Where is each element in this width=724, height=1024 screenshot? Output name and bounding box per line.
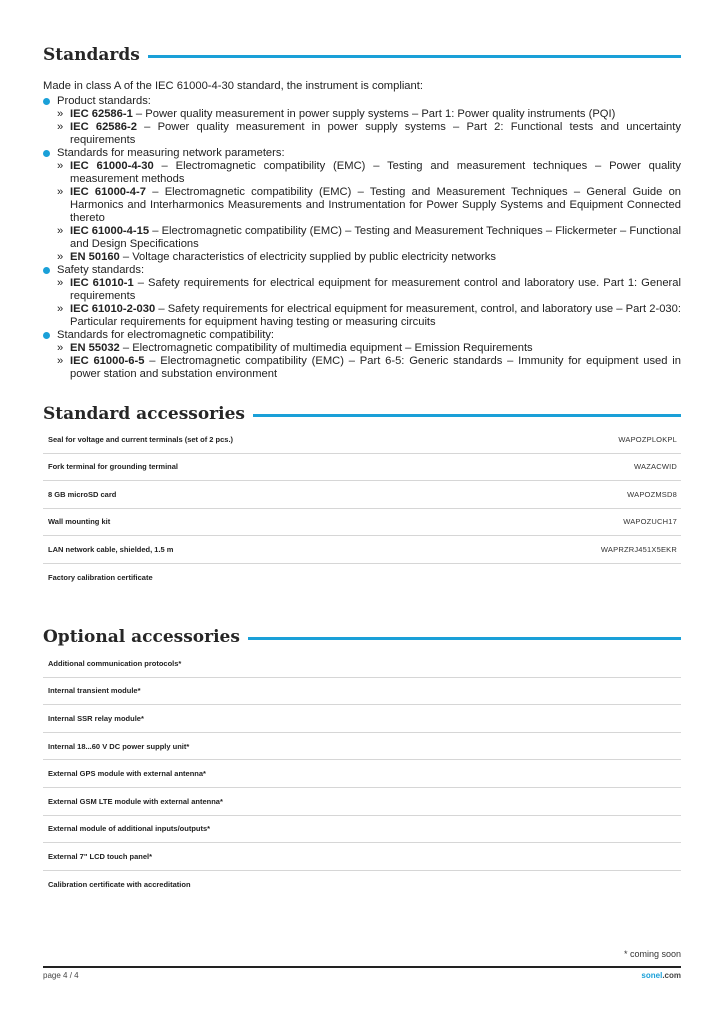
accessory-name: Wall mounting kit xyxy=(48,517,111,527)
accessory-name: Calibration certificate with accreditation xyxy=(48,880,191,890)
standards-rule xyxy=(148,55,681,58)
accessory-code: WAPOZUCH17 xyxy=(623,517,677,527)
standard-description: – Electromagnetic compatibility (EMC) – Testing and Measurement Techniques – General Guide on Harmonics and Interharmonics Measurements and Instrumentation for Power Supply Systems and Equipment Connected thereto xyxy=(70,186,682,224)
page-number: page 4 / 4 xyxy=(43,971,79,980)
accessory-code: WAPRZRJ451X5EKR xyxy=(600,544,677,554)
bullet-icon xyxy=(43,267,50,274)
chevron-right-icon: » xyxy=(57,342,64,354)
footnote: * coming soon xyxy=(623,949,681,959)
standard-code: IEC 62586-1 xyxy=(70,108,133,120)
standard-code: EN 50160 xyxy=(70,251,120,263)
table-row xyxy=(43,843,681,871)
standard-description: – Electromagnetic compatibility of multimedia equipment – Emission Requirements xyxy=(119,342,533,354)
footer-rule xyxy=(43,966,681,968)
standard-category xyxy=(43,329,681,342)
accessory-name: External GSM LTE module with external antenna* xyxy=(48,796,223,806)
standard-code: EN 55032 xyxy=(70,342,120,354)
accessory-name: LAN network cable, shielded, 1.5 m xyxy=(48,544,174,554)
table-row xyxy=(43,678,681,706)
standard-category-label: Safety standards: xyxy=(57,264,145,276)
standard-code: IEC 61000-6-5 xyxy=(70,355,145,367)
chevron-right-icon: » xyxy=(57,277,64,289)
standard-category-label: Product standards: xyxy=(57,95,151,107)
table-row xyxy=(43,509,681,537)
table-row xyxy=(43,733,681,761)
accessory-name: Internal transient module* xyxy=(48,686,141,696)
chevron-right-icon: » xyxy=(57,355,64,367)
standards-title: Standards xyxy=(43,45,140,65)
standard-code: IEC 61000-4-30 xyxy=(70,160,154,172)
standard-item xyxy=(43,186,681,225)
chevron-right-icon: » xyxy=(57,160,64,172)
accessory-name: Internal 18...60 V DC power supply unit* xyxy=(48,741,190,751)
standard-category xyxy=(43,264,681,277)
table-row xyxy=(43,871,681,899)
standard-category-label: Standards for measuring network parameters: xyxy=(57,147,285,159)
standard-description: – Electromagnetic compatibility (EMC) – Testing and Measurement Techniques – Flickermeter – Functional and Design Specifications xyxy=(70,225,681,250)
standards-body xyxy=(43,80,681,381)
accessory-name: Seal for voltage and current terminals (set of 2 pcs.) xyxy=(48,434,234,444)
standards-header xyxy=(43,45,681,65)
standard-description: – Power quality measurement in power supply systems – Part 2: Functional tests and uncertainty requirements xyxy=(70,121,681,146)
standard-description: – Electromagnetic compatibility (EMC) – Part 6-5: Generic standards – Immunity for equipment used in power station and substation environment xyxy=(70,355,681,380)
chevron-right-icon: » xyxy=(57,251,64,263)
standard-item xyxy=(43,121,681,147)
standard-code: IEC 61000-4-15 xyxy=(70,225,150,237)
bullet-icon xyxy=(43,150,50,157)
bullet-icon xyxy=(43,332,50,339)
table-row xyxy=(43,650,681,678)
table-row xyxy=(43,788,681,816)
table-row xyxy=(43,816,681,844)
accessory-code: WAZACWID xyxy=(634,462,677,472)
accessory-name: Factory calibration certificate xyxy=(48,572,153,582)
site-brand: sonel xyxy=(641,971,663,980)
accessory-name: Additional communication protocols* xyxy=(48,658,182,668)
standard-code: IEC 62586-2 xyxy=(70,121,137,133)
optional-accessories-header xyxy=(43,627,681,647)
optional-accessories-title: Optional accessories xyxy=(43,627,240,647)
table-row xyxy=(43,426,681,454)
standard-item xyxy=(43,303,681,329)
standard-category-label: Standards for electromagnetic compatibility: xyxy=(57,329,275,341)
accessory-name: External GPS module with external antenna* xyxy=(48,769,206,779)
standard-item xyxy=(43,225,681,251)
standard-item xyxy=(43,342,681,355)
standard-category xyxy=(43,147,681,160)
standard-accessories-table xyxy=(43,426,681,591)
accessory-code: WAPOZMSD8 xyxy=(627,489,677,499)
bullet-icon xyxy=(43,98,50,105)
optional-accessories-table xyxy=(43,650,681,898)
standard-category xyxy=(43,95,681,108)
chevron-right-icon: » xyxy=(57,121,64,133)
standard-description: – Power quality measurement in power supply systems – Part 1: Power quality instruments (PQI) xyxy=(132,108,616,120)
accessory-code: WAPOZPLOKPL xyxy=(618,434,677,444)
standard-item xyxy=(43,160,681,186)
standard-item xyxy=(43,108,681,121)
table-row xyxy=(43,481,681,509)
standard-code: IEC 61000-4-7 xyxy=(70,186,146,198)
standard-description: – Safety requirements for electrical equipment for measurement control and laboratory use. Part 1: General requirements xyxy=(70,277,681,302)
standard-accessories-header xyxy=(43,404,681,424)
site-link[interactable] xyxy=(641,971,681,980)
site-tld: .com xyxy=(662,971,681,980)
accessory-name: Fork terminal for grounding terminal xyxy=(48,462,179,472)
table-row xyxy=(43,760,681,788)
chevron-right-icon: » xyxy=(57,303,64,315)
standard-description: – Electromagnetic compatibility (EMC) – Testing and measurement techniques – Power quality measurement methods xyxy=(70,160,681,185)
accessory-name: Internal SSR relay module* xyxy=(48,713,144,723)
standard-item xyxy=(43,277,681,303)
standards-intro: Made in class A of the IEC 61000-4-30 standard, the instrument is compliant: xyxy=(43,80,423,92)
table-row xyxy=(43,705,681,733)
chevron-right-icon: » xyxy=(57,225,64,237)
standard-item xyxy=(43,355,681,381)
table-row xyxy=(43,454,681,482)
standard-accessories-rule xyxy=(253,414,681,417)
standard-accessories-title: Standard accessories xyxy=(43,404,245,424)
table-row xyxy=(43,536,681,564)
accessory-name: 8 GB microSD card xyxy=(48,489,117,499)
accessory-name: External module of additional inputs/outputs* xyxy=(48,824,211,834)
standard-code: IEC 61010-1 xyxy=(70,277,134,289)
standard-code: IEC 61010-2-030 xyxy=(70,303,156,315)
standard-item xyxy=(43,251,681,264)
accessory-name: External 7" LCD touch panel* xyxy=(48,851,152,861)
standard-description: – Safety requirements for electrical equipment for measurement, control, and laboratory use – Part 2-030: Particular requirements for equipment having testing or measuring circuits xyxy=(70,303,681,328)
optional-accessories-rule xyxy=(248,637,681,640)
chevron-right-icon: » xyxy=(57,108,64,120)
standards-list xyxy=(43,95,681,381)
table-row xyxy=(43,564,681,592)
standard-description: – Voltage characteristics of electricity supplied by public electricity networks xyxy=(119,251,496,263)
chevron-right-icon: » xyxy=(57,186,64,198)
